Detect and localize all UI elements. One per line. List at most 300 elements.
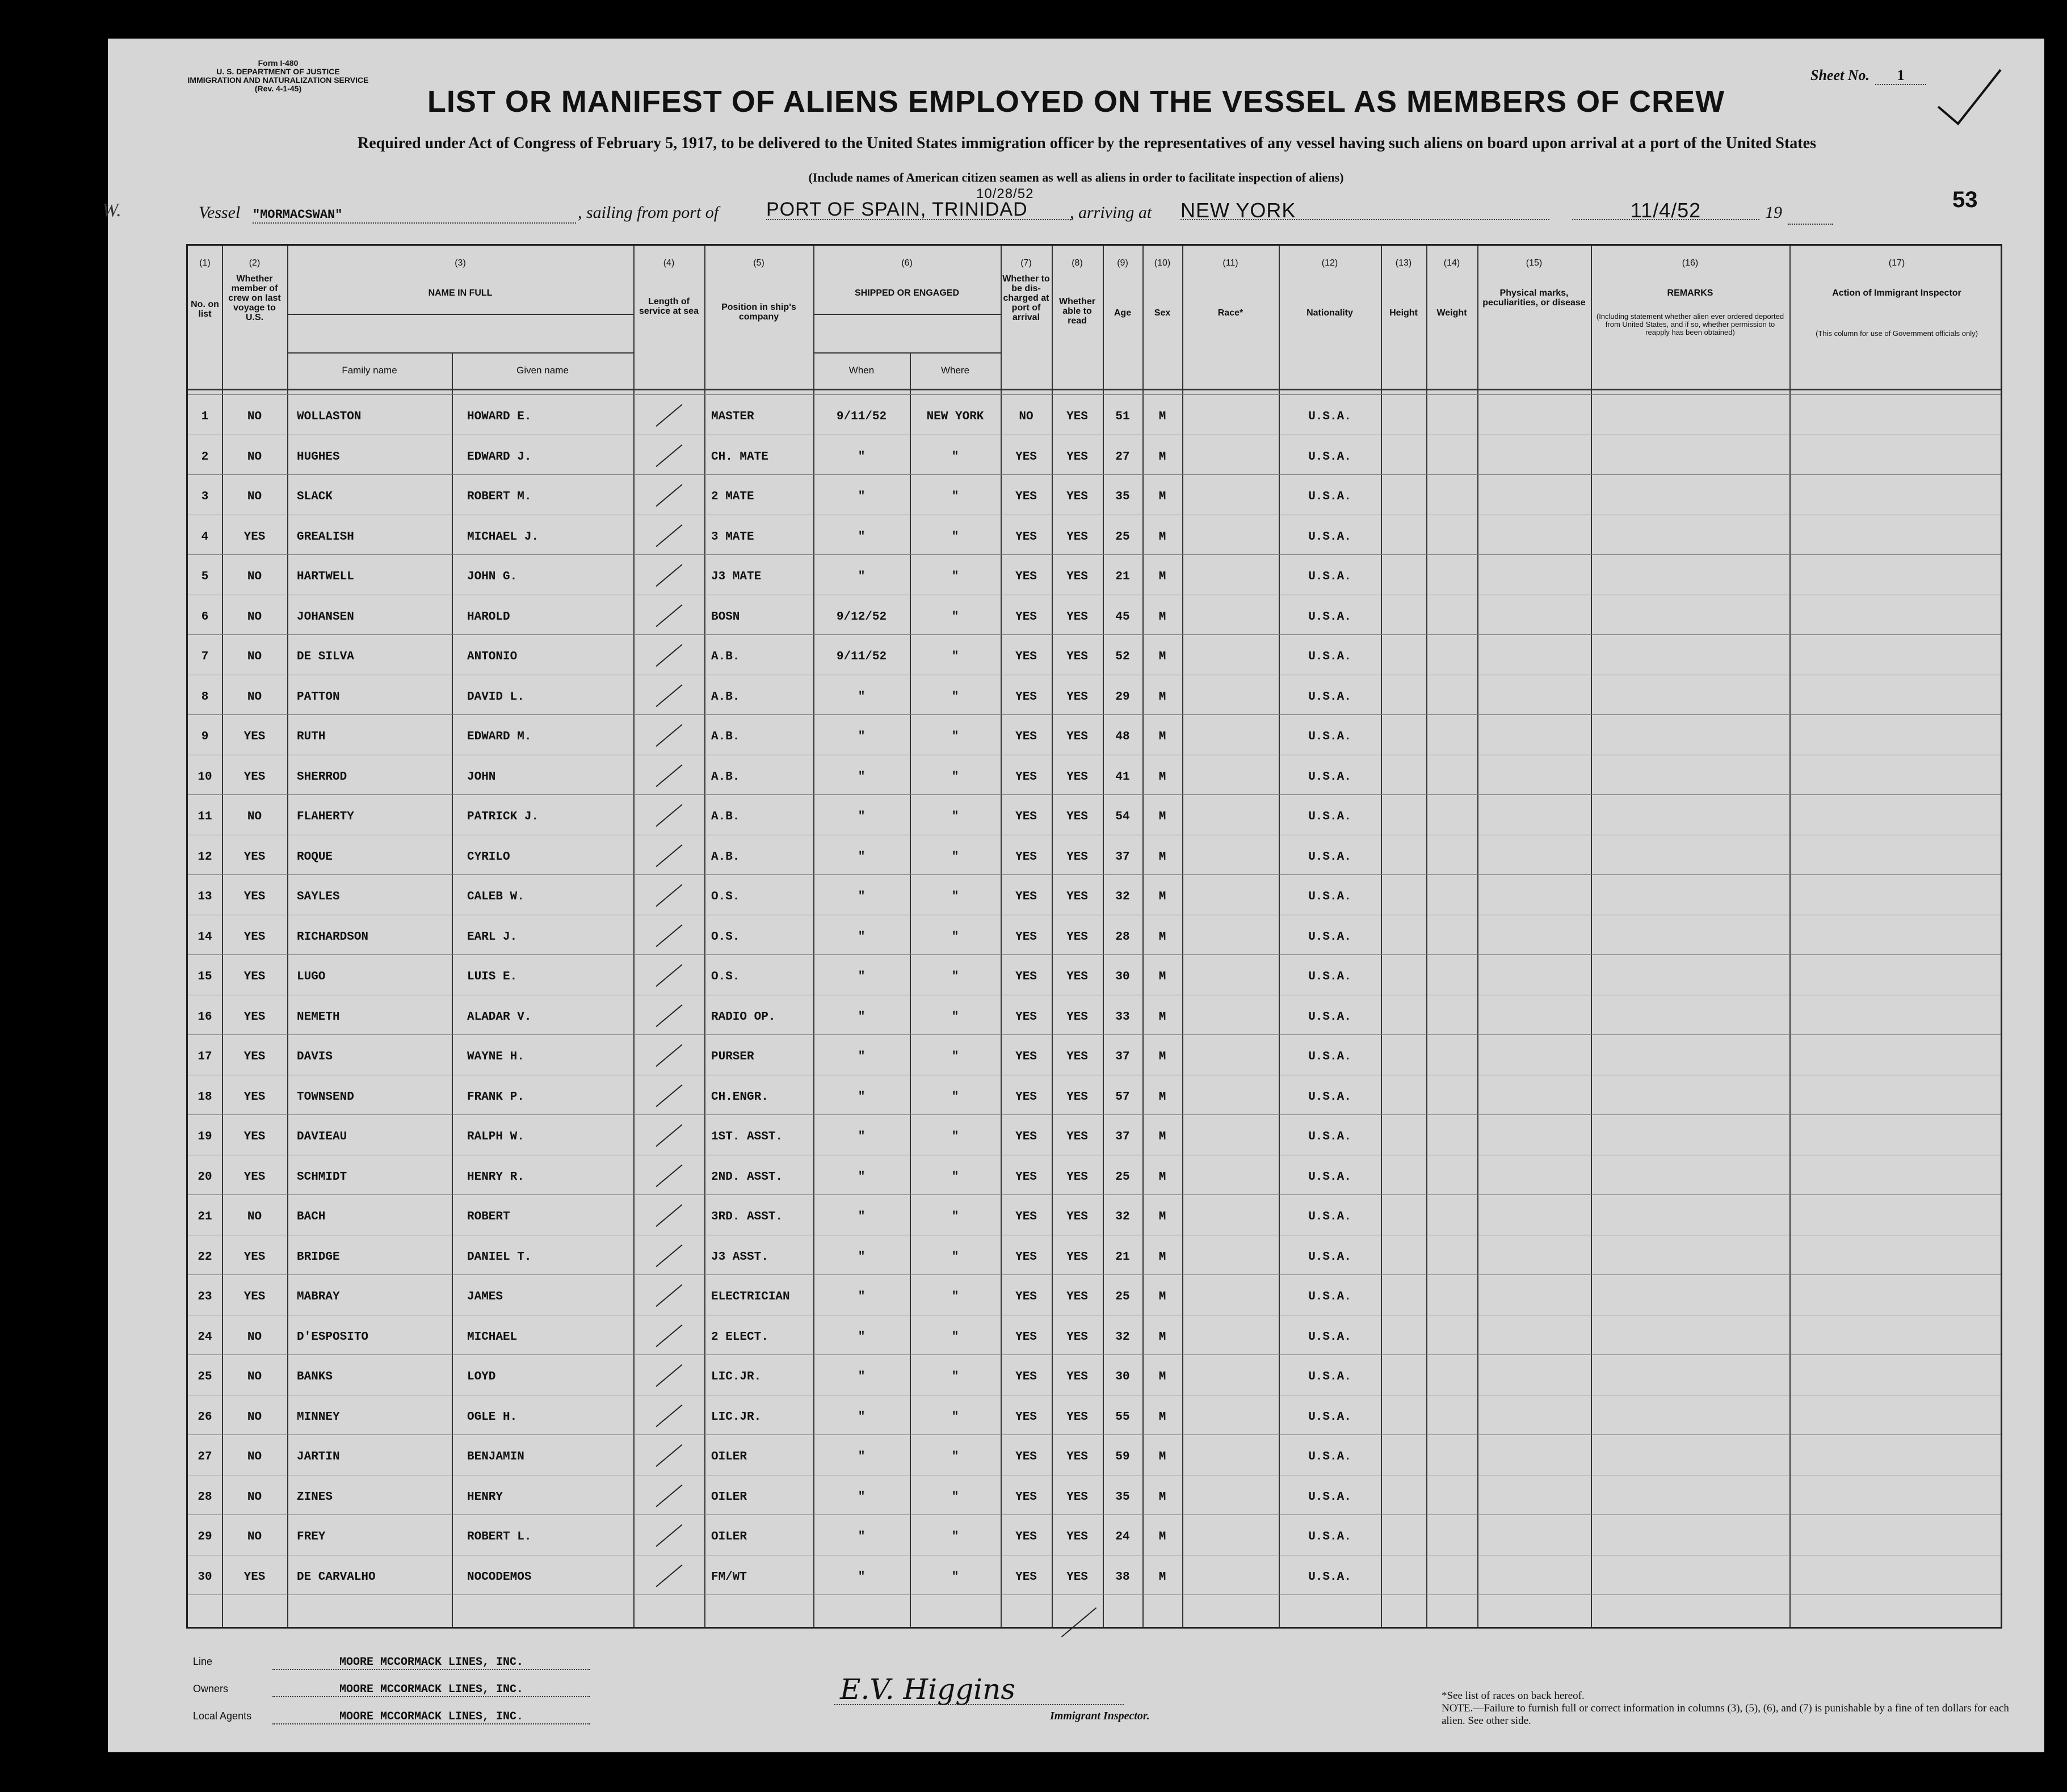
cell-position: A.B.: [711, 730, 740, 743]
cell-when: 9/12/52: [836, 610, 887, 624]
cell-read: YES: [1066, 570, 1088, 583]
cell-age: 45: [1115, 610, 1130, 624]
manifest-sheet: [102, 39, 2044, 1752]
cell-no: 7: [201, 650, 209, 663]
cell-when: ": [858, 1290, 866, 1303]
cell-family: BACH: [297, 1210, 326, 1223]
cell-given: JOHN G.: [467, 570, 518, 583]
cell-last: NO: [247, 610, 262, 624]
cell-position: 2 ELECT.: [711, 1330, 768, 1344]
cell-discharged: YES: [1015, 610, 1037, 624]
penalty-note: NOTE.—Failure to furnish full or correct information in columns (3), (5), (6), and (7) is punishable by a fine of ten dollars for each alien. See other side.: [1442, 1702, 2009, 1727]
cell-when: ": [858, 1130, 866, 1143]
agents-value: MOORE MCCORMACK LINES, INC.: [272, 1710, 590, 1724]
cell-last: NO: [247, 1530, 262, 1543]
cell-when: ": [858, 690, 866, 704]
cell-sex: M: [1158, 810, 1166, 823]
cell-given: MICHAEL J.: [467, 530, 539, 544]
cell-position: MASTER: [711, 410, 754, 423]
cell-family: TOWNSEND: [297, 1090, 354, 1104]
signature-line: [834, 1704, 1124, 1705]
cell-discharged: YES: [1015, 1410, 1037, 1424]
column-number: (9): [1117, 258, 1128, 268]
cell-read: YES: [1066, 1370, 1088, 1383]
cell-sex: M: [1158, 1250, 1166, 1264]
cell-no: 16: [198, 1010, 212, 1024]
cell-last: YES: [243, 1090, 266, 1104]
cell-discharged: YES: [1015, 730, 1037, 743]
cell-age: 57: [1115, 1090, 1130, 1104]
column-number: (17): [1888, 258, 1905, 268]
cell-last: NO: [247, 490, 262, 503]
cell-discharged: YES: [1015, 1570, 1037, 1584]
cell-discharged: YES: [1015, 570, 1037, 583]
cell-when: ": [858, 450, 866, 464]
cell-no: 14: [198, 930, 212, 944]
owners-value: MOORE MCCORMACK LINES, INC.: [272, 1683, 590, 1697]
cell-nationality: U.S.A.: [1308, 1090, 1351, 1104]
cell-given: ALADAR V.: [467, 1010, 532, 1024]
cell-family: SAYLES: [297, 890, 340, 903]
cell-read: YES: [1066, 1290, 1088, 1303]
cell-no: 25: [198, 1370, 212, 1383]
cell-position: A.B.: [711, 690, 740, 704]
cell-when: ": [858, 1490, 866, 1504]
cell-where: ": [951, 850, 959, 864]
cell-no: 3: [201, 490, 209, 503]
column-number: (16): [1682, 258, 1699, 268]
cell-age: 30: [1115, 970, 1130, 983]
cell-position: FM/WT: [711, 1570, 747, 1584]
cell-family: JARTIN: [297, 1450, 340, 1463]
cell-last: YES: [243, 730, 266, 743]
cell-position: CH. MATE: [711, 450, 768, 464]
arrival-port: NEW YORK: [1180, 199, 1549, 220]
cell-where: ": [951, 730, 959, 743]
cell-where: ": [951, 1370, 959, 1383]
cell-when: ": [858, 1450, 866, 1463]
cell-sex: M: [1158, 1010, 1166, 1024]
cell-sex: M: [1158, 890, 1166, 903]
cell-when: ": [858, 810, 866, 823]
cell-sex: M: [1158, 1490, 1166, 1504]
cell-age: 35: [1115, 1490, 1130, 1504]
cell-family: GREALISH: [297, 530, 354, 544]
cell-age: 32: [1115, 1330, 1130, 1344]
cell-when: ": [858, 1050, 866, 1063]
cell-last: YES: [243, 1290, 266, 1303]
cell-family: RUTH: [297, 730, 326, 743]
cell-given: RALPH W.: [467, 1130, 524, 1143]
cell-age: 51: [1115, 410, 1130, 423]
cell-last: YES: [243, 850, 266, 864]
cell-when: ": [858, 770, 866, 784]
cell-nationality: U.S.A.: [1308, 730, 1351, 743]
cell-where: ": [951, 770, 959, 784]
cell-read: YES: [1066, 610, 1088, 624]
cell-nationality: U.S.A.: [1308, 570, 1351, 583]
cell-read: YES: [1066, 1250, 1088, 1264]
cell-position: PURSER: [711, 1050, 754, 1063]
cell-position: OILER: [711, 1530, 747, 1543]
cell-nationality: U.S.A.: [1308, 970, 1351, 983]
arrival-date: 11/4/52: [1572, 199, 1759, 220]
sheet-value: 1: [1875, 67, 1926, 85]
cell-given: HOWARD E.: [467, 410, 532, 423]
cell-sex: M: [1158, 450, 1166, 464]
cell-no: 21: [198, 1210, 212, 1223]
cell-no: 19: [198, 1130, 212, 1143]
cell-read: YES: [1066, 1530, 1088, 1543]
cell-nationality: U.S.A.: [1308, 530, 1351, 544]
year-label: 19: [1765, 203, 1782, 222]
column-header: Nationality: [1306, 308, 1353, 318]
column-number: (7): [1020, 258, 1032, 268]
cell-no: 4: [201, 530, 209, 544]
cell-discharged: YES: [1015, 810, 1037, 823]
cell-nationality: U.S.A.: [1308, 1250, 1351, 1264]
cell-position: CH.ENGR.: [711, 1090, 768, 1104]
cell-where: ": [951, 1050, 959, 1063]
cell-where: ": [951, 1250, 959, 1264]
vessel-line: [199, 186, 1935, 237]
cell-last: NO: [247, 1370, 262, 1383]
cell-family: SHERROD: [297, 770, 347, 784]
cell-read: YES: [1066, 1570, 1088, 1584]
cell-sex: M: [1158, 770, 1166, 784]
cell-family: HARTWELL: [297, 570, 354, 583]
cell-nationality: U.S.A.: [1308, 1450, 1351, 1463]
cell-sex: M: [1158, 850, 1166, 864]
cell-where: ": [951, 930, 959, 944]
cell-no: 18: [198, 1090, 212, 1104]
column-header: NAME IN FULL: [428, 288, 493, 298]
cell-nationality: U.S.A.: [1308, 450, 1351, 464]
cell-age: 25: [1115, 1290, 1130, 1303]
cell-when: ": [858, 1010, 866, 1024]
cell-position: J3 MATE: [711, 570, 762, 583]
cell-sex: M: [1158, 1290, 1166, 1303]
cell-nationality: U.S.A.: [1308, 1370, 1351, 1383]
cell-read: YES: [1066, 850, 1088, 864]
cell-last: YES: [243, 1050, 266, 1063]
cell-discharged: YES: [1015, 1490, 1037, 1504]
cell-position: 3 MATE: [711, 530, 754, 544]
cell-nationality: U.S.A.: [1308, 930, 1351, 944]
service-name: IMMIGRATION AND NATURALIZATION SERVICE: [187, 75, 369, 85]
cell-last: YES: [243, 530, 266, 544]
cell-where: ": [951, 690, 959, 704]
cell-age: 21: [1115, 570, 1130, 583]
requirement-text: Required under Act of Congress of February 5, 1917, to be delivered to the United States immigration officer by the representatives of any vessel having such aliens on board upon arrival at a port of the United States: [358, 134, 1816, 152]
cell-discharged: YES: [1015, 770, 1037, 784]
cell-sex: M: [1158, 730, 1166, 743]
cell-discharged: YES: [1015, 1530, 1037, 1543]
cell-when: ": [858, 1410, 866, 1424]
vessel-name: "MORMACSWAN": [253, 203, 576, 224]
cell-sex: M: [1158, 610, 1166, 624]
cell-no: 24: [198, 1330, 212, 1344]
cell-family: ROQUE: [297, 850, 333, 864]
cell-family: SLACK: [297, 490, 333, 503]
cell-family: SCHMIDT: [297, 1170, 347, 1184]
column-header: No. on list: [191, 300, 219, 319]
cell-sex: M: [1158, 1330, 1166, 1344]
column-header: Sex: [1154, 308, 1171, 318]
crew-rows: [186, 244, 2002, 1629]
cell-read: YES: [1066, 1330, 1088, 1344]
subheader-family: Family name: [342, 365, 397, 376]
department: U. S. DEPARTMENT OF JUSTICE: [216, 67, 340, 76]
cell-when: ": [858, 930, 866, 944]
cell-sex: M: [1158, 1570, 1166, 1584]
cell-read: YES: [1066, 1490, 1088, 1504]
cell-nationality: U.S.A.: [1308, 1210, 1351, 1223]
cell-last: NO: [247, 410, 262, 423]
cell-family: FLAHERTY: [297, 810, 354, 823]
cell-discharged: YES: [1015, 1170, 1037, 1184]
cell-when: ": [858, 1250, 866, 1264]
cell-last: YES: [243, 1130, 266, 1143]
cell-given: MICHAEL: [467, 1330, 518, 1344]
cell-given: ROBERT: [467, 1210, 510, 1223]
column-header: Position in ship's company: [721, 302, 796, 322]
cell-nationality: U.S.A.: [1308, 690, 1351, 704]
cell-family: NEMETH: [297, 1010, 340, 1024]
cell-age: 25: [1115, 530, 1130, 544]
cell-discharged: YES: [1015, 1290, 1037, 1303]
cell-given: FRANK P.: [467, 1090, 524, 1104]
departure-port: PORT OF SPAIN, TRINIDAD: [766, 199, 1073, 220]
cell-no: 8: [201, 690, 209, 704]
cell-last: YES: [243, 890, 266, 903]
cell-nationality: U.S.A.: [1308, 650, 1351, 663]
cell-last: NO: [247, 810, 262, 823]
column-number: (14): [1443, 258, 1460, 268]
cell-where: NEW YORK: [926, 410, 984, 423]
cell-given: HENRY R.: [467, 1170, 524, 1184]
prefix-mark: W.: [102, 200, 121, 221]
cell-given: WAYNE H.: [467, 1050, 524, 1063]
cell-sex: M: [1158, 650, 1166, 663]
cell-no: 17: [198, 1050, 212, 1063]
cell-discharged: YES: [1015, 1370, 1037, 1383]
cell-sex: M: [1158, 970, 1166, 983]
cell-where: ": [951, 970, 959, 983]
cell-age: 30: [1115, 1370, 1130, 1383]
cell-age: 59: [1115, 1450, 1130, 1463]
cell-given: NOCODEMOS: [467, 1570, 532, 1584]
sailing-label: , sailing from port of: [578, 203, 719, 222]
cell-last: NO: [247, 650, 262, 663]
cell-when: ": [858, 1210, 866, 1223]
column-header: Race*: [1217, 308, 1243, 318]
cell-read: YES: [1066, 1170, 1088, 1184]
cell-nationality: U.S.A.: [1308, 1490, 1351, 1504]
column-header: Whether able to read: [1059, 297, 1095, 326]
cell-no: 27: [198, 1450, 212, 1463]
cell-where: ": [951, 530, 959, 544]
cell-read: YES: [1066, 970, 1088, 983]
cell-given: EARL J.: [467, 930, 518, 944]
cell-nationality: U.S.A.: [1308, 1530, 1351, 1543]
remarks-note: (Including statement whether alien ever ordered deported from United States, and if so, whether permission to reapply has been obtained): [1596, 312, 1784, 336]
cell-family: PATTON: [297, 690, 340, 704]
cell-family: WOLLASTON: [297, 410, 362, 423]
cell-discharged: YES: [1015, 1450, 1037, 1463]
cell-nationality: U.S.A.: [1308, 490, 1351, 503]
cell-when: ": [858, 890, 866, 903]
column-number: (5): [753, 258, 764, 268]
cell-age: 37: [1115, 1050, 1130, 1063]
agents-field: Local Agents MOORE MCCORMACK LINES, INC.: [193, 1710, 590, 1724]
cell-family: RICHARDSON: [297, 930, 369, 944]
cell-age: 41: [1115, 770, 1130, 784]
cell-read: YES: [1066, 1210, 1088, 1223]
cell-nationality: U.S.A.: [1308, 890, 1351, 903]
cell-last: NO: [247, 690, 262, 704]
cell-sex: M: [1158, 1090, 1166, 1104]
cell-where: ": [951, 1010, 959, 1024]
cell-family: DE CARVALHO: [297, 1570, 376, 1584]
cell-position: A.B.: [711, 810, 740, 823]
cell-where: ": [951, 1330, 959, 1344]
column-number: (11): [1222, 258, 1238, 268]
cell-read: YES: [1066, 450, 1088, 464]
cell-sex: M: [1158, 1450, 1166, 1463]
line-field: Line MOORE MCCORMACK LINES, INC.: [193, 1656, 590, 1670]
cell-position: A.B.: [711, 850, 740, 864]
cell-where: ": [951, 610, 959, 624]
cell-given: ROBERT M.: [467, 490, 532, 503]
cell-read: YES: [1066, 810, 1088, 823]
cell-sex: M: [1158, 690, 1166, 704]
cell-read: YES: [1066, 930, 1088, 944]
cell-where: ": [951, 1090, 959, 1104]
column-header: SHIPPED OR ENGAGED: [854, 288, 960, 298]
cell-sex: M: [1158, 490, 1166, 503]
cell-when: ": [858, 850, 866, 864]
cell-no: 5: [201, 570, 209, 583]
cell-last: NO: [247, 450, 262, 464]
cell-nationality: U.S.A.: [1308, 1570, 1351, 1584]
subheader-when: When: [848, 365, 875, 376]
cell-nationality: U.S.A.: [1308, 850, 1351, 864]
cell-when: 9/11/52: [836, 410, 887, 423]
cell-discharged: YES: [1015, 1210, 1037, 1223]
cell-read: YES: [1066, 1410, 1088, 1424]
cell-where: ": [951, 810, 959, 823]
column-header: Length of service at sea: [639, 297, 699, 316]
cell-last: NO: [247, 1490, 262, 1504]
cell-sex: M: [1158, 1130, 1166, 1143]
cell-position: O.S.: [711, 970, 740, 983]
cell-family: MABRAY: [297, 1290, 340, 1303]
cell-where: ": [951, 1530, 959, 1543]
cell-no: 26: [198, 1410, 212, 1424]
cell-discharged: YES: [1015, 1330, 1037, 1344]
cell-given: JOHN: [467, 770, 496, 784]
column-header: REMARKS: [1667, 288, 1713, 298]
cell-given: DAVID L.: [467, 690, 524, 704]
cell-family: LUGO: [297, 970, 326, 983]
cell-age: 21: [1115, 1250, 1130, 1264]
cell-nationality: U.S.A.: [1308, 1130, 1351, 1143]
sail-date: 10/28/52: [976, 186, 1034, 201]
cell-last: YES: [243, 1010, 266, 1024]
revision: (Rev. 4-1-45): [254, 84, 302, 93]
cell-position: ELECTRICIAN: [711, 1290, 790, 1303]
cell-discharged: YES: [1015, 530, 1037, 544]
cell-sex: M: [1158, 1410, 1166, 1424]
cell-age: 48: [1115, 730, 1130, 743]
cell-when: ": [858, 1170, 866, 1184]
cell-family: MINNEY: [297, 1410, 340, 1424]
cell-given: EDWARD M.: [467, 730, 532, 743]
cell-position: J3 ASST.: [711, 1250, 768, 1264]
cell-nationality: U.S.A.: [1308, 1010, 1351, 1024]
cell-given: LUIS E.: [467, 970, 518, 983]
cell-last: YES: [243, 1250, 266, 1264]
cell-when: ": [858, 730, 866, 743]
cell-read: YES: [1066, 770, 1088, 784]
column-number: (6): [901, 258, 913, 268]
cell-discharged: YES: [1015, 1050, 1037, 1063]
page-title: LIST OR MANIFEST OF ALIENS EMPLOYED ON THE VESSEL AS MEMBERS OF CREW: [427, 85, 1725, 119]
column-header: Whether member of crew on last voyage to U.S.: [228, 274, 281, 322]
cell-last: YES: [243, 1170, 266, 1184]
cell-position: 3RD. ASST.: [711, 1210, 783, 1223]
cell-read: YES: [1066, 410, 1088, 423]
cell-last: YES: [243, 930, 266, 944]
arriving-label: , arriving at: [1070, 203, 1152, 222]
cell-given: DANIEL T.: [467, 1250, 532, 1264]
cell-discharged: YES: [1015, 1010, 1037, 1024]
cell-no: 12: [198, 850, 212, 864]
cell-given: CALEB W.: [467, 890, 524, 903]
cell-nationality: U.S.A.: [1308, 770, 1351, 784]
cell-sex: M: [1158, 410, 1166, 423]
column-number: (10): [1154, 258, 1171, 268]
column-number: (4): [663, 258, 675, 268]
cell-read: YES: [1066, 1050, 1088, 1063]
cell-position: A.B.: [711, 770, 740, 784]
cell-sex: M: [1158, 1210, 1166, 1223]
cell-position: OILER: [711, 1490, 747, 1504]
cell-where: ": [951, 650, 959, 663]
cell-sex: M: [1158, 1170, 1166, 1184]
cell-family: JOHANSEN: [297, 610, 354, 624]
cell-given: HENRY: [467, 1490, 503, 1504]
cell-no: 9: [201, 730, 209, 743]
column-header: Physical marks, peculiarities, or disease: [1482, 288, 1586, 308]
cell-age: 55: [1115, 1410, 1130, 1424]
cell-where: ": [951, 890, 959, 903]
cell-given: LOYD: [467, 1370, 496, 1383]
cell-no: 28: [198, 1490, 212, 1504]
cell-nationality: U.S.A.: [1308, 1290, 1351, 1303]
cell-age: 25: [1115, 1170, 1130, 1184]
cell-where: ": [951, 1210, 959, 1223]
cell-no: 2: [201, 450, 209, 464]
cell-age: 37: [1115, 1130, 1130, 1143]
include-note: (Include names of American citizen seamen as well as aliens in order to facilitate inspection of aliens): [808, 170, 1344, 184]
cell-family: DE SILVA: [297, 650, 354, 663]
cell-position: BOSN: [711, 610, 740, 624]
cell-read: YES: [1066, 690, 1088, 704]
cell-family: BRIDGE: [297, 1250, 340, 1264]
cell-age: 27: [1115, 450, 1130, 464]
